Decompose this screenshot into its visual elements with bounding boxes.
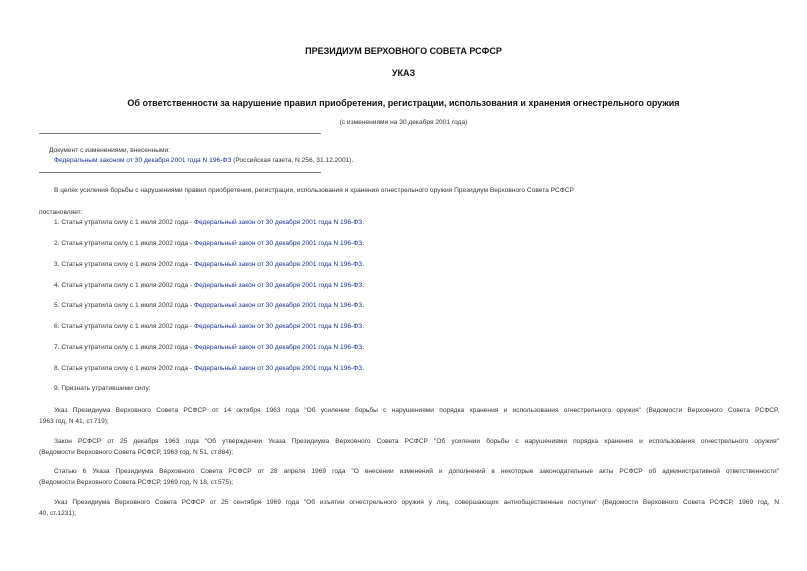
law-link[interactable]: Федеральный закон от 30 декабря 2001 года N 196-ФЗ xyxy=(193,344,363,351)
list-item: 2. Статья утратила силу с 1 июля 2002 года - Федеральный закон от 30 декабря 2001 года N 196-ФЗ. xyxy=(54,240,365,247)
resolves-word: постановляет: xyxy=(39,209,83,216)
amendment-note xyxy=(54,157,353,164)
list-item: 5. Статья утратила силу с 1 июля 2002 года - Федеральный закон от 30 декабря 2001 года N 196-ФЗ. xyxy=(54,302,365,309)
list-item: 7. Статья утратила силу с 1 июля 2002 года - Федеральный закон от 30 декабря 2001 года N 196-ФЗ. xyxy=(54,344,365,351)
amendment-note-label: Документ с изменениями, внесенными: xyxy=(49,147,171,154)
list-item: 8. Статья утратила силу с 1 июля 2002 года - Федеральный закон от 30 декабря 2001 года N 196-ФЗ. xyxy=(54,365,365,372)
document-title: Об ответственности за нарушение правил приобретения, регистрации, использования и хранения огнестрельного оружия xyxy=(127,98,680,108)
law-link[interactable]: Федеральный закон от 30 декабря 2001 года N 196-ФЗ xyxy=(193,240,363,247)
amendment-date: (с изменениями на 30 декабря 2001 года) xyxy=(339,119,468,126)
list-item: 9. Признать утратившими силу: xyxy=(54,385,151,392)
repealed-act: Указ Президиума Верховного Совета РСФСР от 14 октября 1963 года "Об усилении борьбы с нарушениями порядка хранения и использования огнестрельного оружия" (Ведомости Верховного Совета РСФСР, 1963 год, N 41, ст.719); xyxy=(39,407,779,425)
repealed-act: Закон РСФСР от 25 декабря 1963 года "Об утверждении Указа Президиума Верховного Совета РСФСР "Об усилении борьбы с нарушениями порядка хранения и использования огнестрельного оружия" (Ведомости Верховного Совета РСФСР, 1963 год, N 51, ст.884); xyxy=(39,438,779,456)
law-link[interactable]: Федеральный закон от 30 декабря 2001 года N 196-ФЗ xyxy=(193,261,363,268)
repealed-act: Статью 6 Указа Президиума Верховного Совета РСФСР от 28 апреля 1969 года "О внесении изменений и дополнений в некоторые законодательные акты РСФСР об административной ответственности" (Ведомости Верховного Совета РСФСР, 1969 год, N 18, ст.575); xyxy=(39,468,779,486)
amending-law-link[interactable]: Федеральным законом от 30 декабря 2001 года N 196-ФЗ xyxy=(54,157,232,164)
law-link[interactable]: Федеральный закон от 30 декабря 2001 года N 196-ФЗ xyxy=(193,323,363,330)
list-item: 3. Статья утратила силу с 1 июля 2002 года - Федеральный закон от 30 декабря 2001 года N 196-ФЗ. xyxy=(54,261,365,268)
list-item: 4. Статья утратила силу с 1 июля 2002 года - Федеральный закон от 30 декабря 2001 года N 196-ФЗ. xyxy=(54,282,365,289)
document-type: УКАЗ xyxy=(391,68,416,78)
preamble: В целях усиления борьбы с нарушениями правил приобретения, регистрации, использования и хранения огнестрельного оружия Президиум Верховного Совета РСФСР xyxy=(54,187,574,194)
repealed-act: Указ Президиума Верховного Совета РСФСР от 25 сентября 1969 года "Об изъятии огнестрельного оружия у лиц, совершающих антиобщественные поступки" (Ведомости Верховного Совета РСФСР, 1969 год, N 40, ст.1231); xyxy=(39,499,779,517)
list-item: 6. Статья утратила силу с 1 июля 2002 года - Федеральный закон от 30 декабря 2001 года N 196-ФЗ. xyxy=(54,323,365,330)
note-divider-top xyxy=(39,133,321,134)
list-item: 1. Статья утратила силу с 1 июля 2002 года - Федеральный закон от 30 декабря 2001 года N 196-ФЗ. xyxy=(54,219,365,226)
law-link[interactable]: Федеральный закон от 30 декабря 2001 года N 196-ФЗ xyxy=(193,302,363,309)
law-link[interactable]: Федеральный закон от 30 декабря 2001 года N 196-ФЗ xyxy=(193,282,363,289)
amending-law-source: (Российская газета, N 256, 31.12.2001). xyxy=(231,157,354,164)
law-link[interactable]: Федеральный закон от 30 декабря 2001 года N 196-ФЗ xyxy=(193,365,363,372)
note-divider-bottom xyxy=(39,172,321,173)
issuing-body: ПРЕЗИДИУМ ВЕРХОВНОГО СОВЕТА РСФСР xyxy=(305,46,502,56)
law-link[interactable]: Федеральный закон от 30 декабря 2001 года N 196-ФЗ xyxy=(193,219,363,226)
